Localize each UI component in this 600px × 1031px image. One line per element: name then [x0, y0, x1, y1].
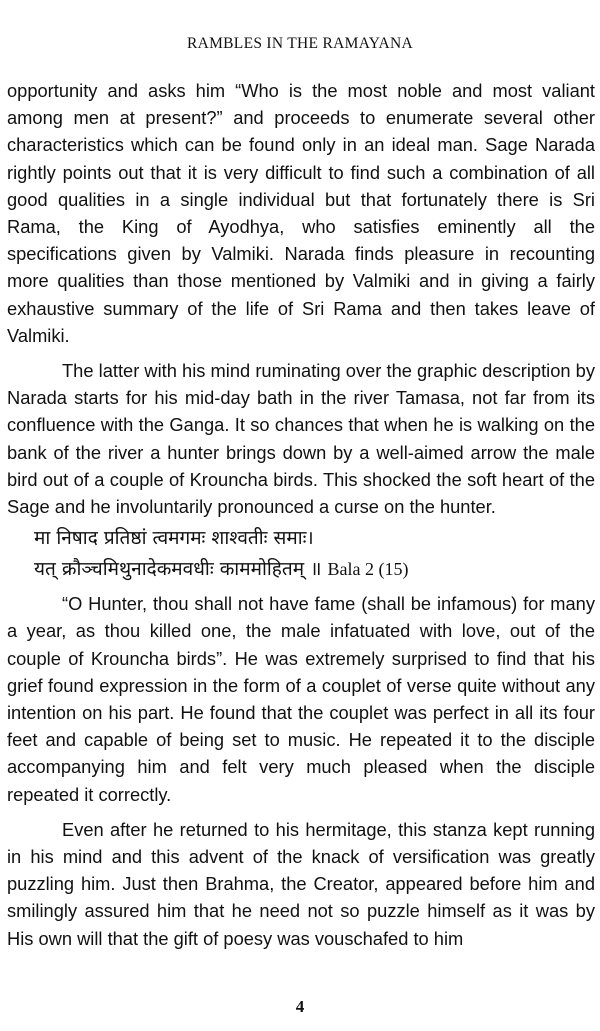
verse-line-2: यत् क्रौञ्चमिथुनादेकमवधीः काममोहितम् ॥	[34, 558, 322, 581]
paragraph-3: “O Hunter, thou shall not have fame (shall be infamous) for many a year, as thou killed one, the male infatuated with love, out of the couple of Krouncha birds”. He was extremely surprised to find that his grief found expression in the form of a couplet of verse quite without any intention on his part. He found that the couplet was perfect in all its four feet and capable of being set to music. He repeated it to the disciple accompanying him and felt very much pleased when the disciple repeated it correctly.	[7, 593, 595, 805]
page-body	[7, 77, 595, 952]
paragraph-4: Even after he returned to his hermitage, this stanza kept running in his mind and this advent of the knack of versification was greatly puzzling him. Just then Brahma, the Creator, appeared before him and smilingly assured him that he need not so puzzle himself as it was by His own will that the gift of poesy was vouschafed to him	[7, 818, 595, 949]
verse-reference: Bala 2 (15)	[327, 559, 409, 580]
page-number: 4	[295, 997, 305, 1016]
paragraph-2: The latter with his mind ruminating over the graphic description by Narada starts for his mid-day bath in the river Tamasa, not far from its confluence with the Ganga. It so chances that when he is walking on the bank of the river a hunter brings down by a well-aimed arrow the male bird out of a couple of Krouncha birds. This shocked the soft heart of the Sage and he involuntarily pronounced a curse on the hunter.	[7, 360, 595, 518]
paragraph-1: opportunity and asks him “Who is the most noble and most valiant among men at present?” and proceeds to enumerate several other characteristics which can be found only in an ideal man. Sage Narada rightly points out that it is very difficult to find such a combination of all good qualities in a single individual but that fortunately there is Sri Rama, the King of Ayodhya, who satisfies eminently all the specifications given by Valmiki. Narada finds pleasure in recounting more qualities than those mentioned by Valmiki and in giving a fairly exhaustive summary of the life of Sri Rama and then takes leave of Valmiki.	[7, 80, 595, 346]
running-header: RAMBLES IN THE RAMAYANA	[186, 35, 414, 52]
verse-line-1: मा निषाद प्रतिष्ठां त्वमगमः शाश्वतीः समाः।	[34, 527, 314, 550]
sanskrit-verse	[7, 523, 595, 585]
verse-line-2-wrapper	[34, 554, 595, 585]
